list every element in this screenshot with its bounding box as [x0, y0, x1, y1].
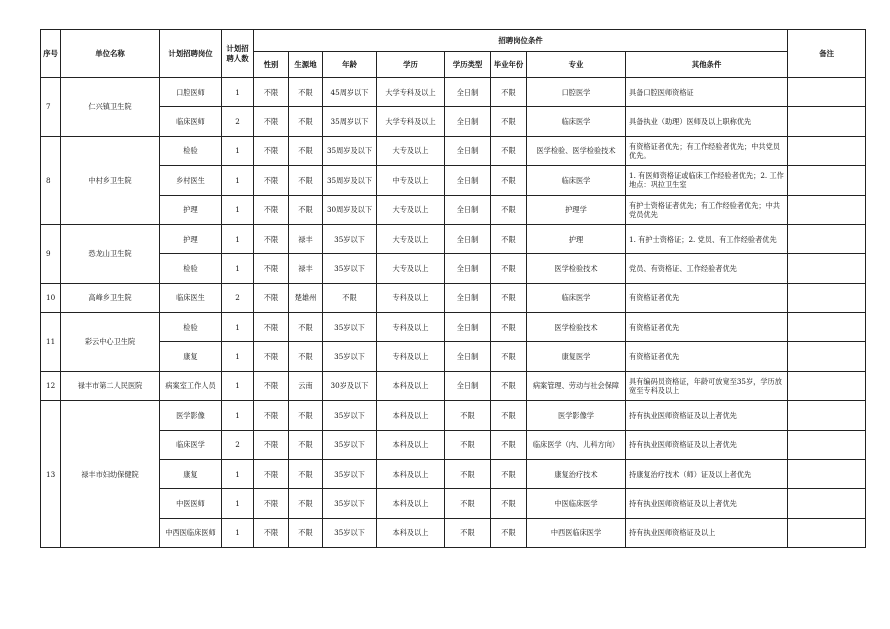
- origin-cell: 不限: [289, 459, 323, 488]
- education-cell: 中专及以上: [377, 166, 445, 195]
- post-cell: 乡村医生: [160, 166, 222, 195]
- other-cell: 有资格证者优先: [626, 283, 788, 312]
- education-cell: 大专及以上: [377, 136, 445, 165]
- grad-year-cell: 不限: [491, 224, 527, 253]
- edu-type-cell: 全日制: [445, 254, 491, 283]
- education-cell: 本科及以上: [377, 459, 445, 488]
- education-cell: 专科及以上: [377, 313, 445, 342]
- table-row: [41, 430, 866, 459]
- count-cell: 1: [222, 195, 254, 224]
- remark-cell: [788, 136, 866, 165]
- other-cell: 具备口腔医师资格证: [626, 78, 788, 107]
- origin-cell: 禄丰: [289, 254, 323, 283]
- header-post: 计划招聘岗位: [160, 30, 222, 78]
- header-row-1: [41, 30, 866, 52]
- remark-cell: [788, 430, 866, 459]
- seq-cell: 7: [41, 78, 61, 137]
- unit-cell: 禄丰市第二人民医院: [61, 371, 160, 400]
- grad-year-cell: 不限: [491, 283, 527, 312]
- other-cell: 持有执业医师资格证及以上者优先: [626, 430, 788, 459]
- other-cell: 有资格证者优先: [626, 342, 788, 371]
- major-cell: 医学检验技术: [527, 254, 626, 283]
- unit-cell: 禄丰市妇幼保健院: [61, 401, 160, 548]
- table-row: [41, 224, 866, 253]
- other-cell: 党员、有资格证、工作经验者优先: [626, 254, 788, 283]
- edu-type-cell: 全日制: [445, 136, 491, 165]
- post-cell: 医学影像: [160, 401, 222, 430]
- origin-cell: 不限: [289, 78, 323, 107]
- education-cell: 本科及以上: [377, 489, 445, 518]
- table-row: [41, 401, 866, 430]
- post-cell: 临床医生: [160, 283, 222, 312]
- seq-cell: 9: [41, 224, 61, 283]
- major-cell: 临床医学（内、儿科方向）: [527, 430, 626, 459]
- education-cell: 本科及以上: [377, 371, 445, 400]
- table-body: [41, 78, 866, 548]
- gender-cell: 不限: [254, 283, 289, 312]
- education-cell: 本科及以上: [377, 401, 445, 430]
- remark-cell: [788, 459, 866, 488]
- other-cell: 持康复治疗技术（师）证及以上者优先: [626, 459, 788, 488]
- age-cell: 35岁以下: [323, 430, 377, 459]
- header-gender: 性别: [254, 52, 289, 78]
- count-cell: 2: [222, 430, 254, 459]
- edu-type-cell: 不限: [445, 518, 491, 547]
- header-count: 计划招聘人数: [222, 30, 254, 78]
- age-cell: 35岁以下: [323, 342, 377, 371]
- remark-cell: [788, 401, 866, 430]
- seq-cell: 12: [41, 371, 61, 400]
- header-seq: 序号: [41, 30, 61, 78]
- gender-cell: 不限: [254, 136, 289, 165]
- origin-cell: 不限: [289, 107, 323, 136]
- count-cell: 1: [222, 78, 254, 107]
- origin-cell: 不限: [289, 166, 323, 195]
- remark-cell: [788, 518, 866, 547]
- other-cell: 有护士资格证者优先；有工作经验者优先；中共党员优先: [626, 195, 788, 224]
- age-cell: 35周岁及以下: [323, 136, 377, 165]
- age-cell: 35岁以下: [323, 313, 377, 342]
- table-row: [41, 254, 866, 283]
- grad-year-cell: 不限: [491, 166, 527, 195]
- edu-type-cell: 不限: [445, 459, 491, 488]
- header-unit: 单位名称: [61, 30, 160, 78]
- post-cell: 康复: [160, 342, 222, 371]
- major-cell: 口腔医学: [527, 78, 626, 107]
- major-cell: 临床医学: [527, 107, 626, 136]
- origin-cell: 不限: [289, 430, 323, 459]
- edu-type-cell: 全日制: [445, 166, 491, 195]
- unit-cell: 彩云中心卫生院: [61, 313, 160, 372]
- header-origin: 生源地: [289, 52, 323, 78]
- grad-year-cell: 不限: [491, 518, 527, 547]
- edu-type-cell: 全日制: [445, 78, 491, 107]
- grad-year-cell: 不限: [491, 313, 527, 342]
- gender-cell: 不限: [254, 313, 289, 342]
- edu-type-cell: 不限: [445, 489, 491, 518]
- grad-year-cell: 不限: [491, 401, 527, 430]
- gender-cell: 不限: [254, 518, 289, 547]
- count-cell: 1: [222, 313, 254, 342]
- major-cell: 医学检验、医学检验技术: [527, 136, 626, 165]
- post-cell: 检验: [160, 313, 222, 342]
- major-cell: 医学检验技术: [527, 313, 626, 342]
- table-row: [41, 195, 866, 224]
- remark-cell: [788, 313, 866, 342]
- count-cell: 1: [222, 166, 254, 195]
- major-cell: 康复治疗技术: [527, 459, 626, 488]
- edu-type-cell: 全日制: [445, 224, 491, 253]
- header-age: 年龄: [323, 52, 377, 78]
- seq-cell: 10: [41, 283, 61, 312]
- edu-type-cell: 全日制: [445, 107, 491, 136]
- edu-type-cell: 全日制: [445, 342, 491, 371]
- grad-year-cell: 不限: [491, 107, 527, 136]
- count-cell: 1: [222, 489, 254, 518]
- age-cell: 35岁以下: [323, 489, 377, 518]
- remark-cell: [788, 254, 866, 283]
- table-row: [41, 78, 866, 107]
- major-cell: 病案管理、劳动与社会保障: [527, 371, 626, 400]
- table-row: [41, 313, 866, 342]
- edu-type-cell: 不限: [445, 401, 491, 430]
- post-cell: 口腔医师: [160, 78, 222, 107]
- count-cell: 1: [222, 254, 254, 283]
- major-cell: 中西医临床医学: [527, 518, 626, 547]
- grad-year-cell: 不限: [491, 459, 527, 488]
- origin-cell: 禄丰: [289, 224, 323, 253]
- grad-year-cell: 不限: [491, 195, 527, 224]
- gender-cell: 不限: [254, 489, 289, 518]
- header-edu-type: 学历类型: [445, 52, 491, 78]
- unit-cell: 中村乡卫生院: [61, 136, 160, 224]
- seq-cell: 13: [41, 401, 61, 548]
- origin-cell: 不限: [289, 518, 323, 547]
- origin-cell: 不限: [289, 489, 323, 518]
- table-row: [41, 136, 866, 165]
- post-cell: 临床医学: [160, 430, 222, 459]
- age-cell: 45周岁以下: [323, 78, 377, 107]
- education-cell: 专科及以上: [377, 283, 445, 312]
- grad-year-cell: 不限: [491, 430, 527, 459]
- count-cell: 2: [222, 107, 254, 136]
- age-cell: 30周岁及以下: [323, 195, 377, 224]
- count-cell: 1: [222, 136, 254, 165]
- header-conditions: 招聘岗位条件: [254, 30, 788, 52]
- edu-type-cell: 不限: [445, 430, 491, 459]
- origin-cell: 楚雄州: [289, 283, 323, 312]
- count-cell: 1: [222, 224, 254, 253]
- education-cell: 专科及以上: [377, 342, 445, 371]
- grad-year-cell: 不限: [491, 136, 527, 165]
- unit-cell: 恐龙山卫生院: [61, 224, 160, 283]
- post-cell: 康复: [160, 459, 222, 488]
- origin-cell: 不限: [289, 401, 323, 430]
- education-cell: 本科及以上: [377, 430, 445, 459]
- origin-cell: 云南: [289, 371, 323, 400]
- header-other: 其他条件: [626, 52, 788, 78]
- other-cell: 有资格证者优先；有工作经验者优先；中共党员优先。: [626, 136, 788, 165]
- major-cell: 临床医学: [527, 166, 626, 195]
- recruitment-table: [40, 29, 866, 548]
- remark-cell: [788, 224, 866, 253]
- gender-cell: 不限: [254, 459, 289, 488]
- origin-cell: 不限: [289, 313, 323, 342]
- other-cell: 持有执业医师资格证及以上: [626, 518, 788, 547]
- seq-cell: 11: [41, 313, 61, 372]
- edu-type-cell: 全日制: [445, 313, 491, 342]
- remark-cell: [788, 166, 866, 195]
- count-cell: 1: [222, 401, 254, 430]
- major-cell: 护理学: [527, 195, 626, 224]
- education-cell: 大学专科及以上: [377, 107, 445, 136]
- major-cell: 护理: [527, 224, 626, 253]
- age-cell: 35周岁及以下: [323, 166, 377, 195]
- gender-cell: 不限: [254, 166, 289, 195]
- age-cell: 35岁以下: [323, 224, 377, 253]
- grad-year-cell: 不限: [491, 371, 527, 400]
- age-cell: 30岁及以下: [323, 371, 377, 400]
- post-cell: 护理: [160, 224, 222, 253]
- count-cell: 1: [222, 371, 254, 400]
- grad-year-cell: 不限: [491, 342, 527, 371]
- age-cell: 35岁以下: [323, 459, 377, 488]
- remark-cell: [788, 195, 866, 224]
- gender-cell: 不限: [254, 342, 289, 371]
- edu-type-cell: 全日制: [445, 283, 491, 312]
- header-education: 学历: [377, 52, 445, 78]
- post-cell: 检验: [160, 136, 222, 165]
- count-cell: 1: [222, 459, 254, 488]
- education-cell: 本科及以上: [377, 518, 445, 547]
- age-cell: 35周岁以下: [323, 107, 377, 136]
- table-row: [41, 371, 866, 400]
- gender-cell: 不限: [254, 430, 289, 459]
- remark-cell: [788, 78, 866, 107]
- remark-cell: [788, 107, 866, 136]
- unit-cell: 仁兴镇卫生院: [61, 78, 160, 137]
- header-major: 专业: [527, 52, 626, 78]
- table-row: [41, 518, 866, 547]
- post-cell: 护理: [160, 195, 222, 224]
- education-cell: 大专及以上: [377, 254, 445, 283]
- post-cell: 中西医临床医师: [160, 518, 222, 547]
- origin-cell: 不限: [289, 342, 323, 371]
- seq-cell: 8: [41, 136, 61, 224]
- count-cell: 1: [222, 342, 254, 371]
- gender-cell: 不限: [254, 195, 289, 224]
- edu-type-cell: 全日制: [445, 371, 491, 400]
- table-row: [41, 342, 866, 371]
- remark-cell: [788, 342, 866, 371]
- education-cell: 大学专科及以上: [377, 78, 445, 107]
- major-cell: 医学影像学: [527, 401, 626, 430]
- header-remark: 备注: [788, 30, 866, 78]
- gender-cell: 不限: [254, 254, 289, 283]
- other-cell: 具备执业（助理）医师及以上职称优先: [626, 107, 788, 136]
- age-cell: 不限: [323, 283, 377, 312]
- grad-year-cell: 不限: [491, 78, 527, 107]
- remark-cell: [788, 371, 866, 400]
- count-cell: 2: [222, 283, 254, 312]
- gender-cell: 不限: [254, 78, 289, 107]
- table-row: [41, 283, 866, 312]
- gender-cell: 不限: [254, 371, 289, 400]
- gender-cell: 不限: [254, 401, 289, 430]
- table-row: [41, 489, 866, 518]
- major-cell: 康复医学: [527, 342, 626, 371]
- count-cell: 1: [222, 518, 254, 547]
- major-cell: 中医临床医学: [527, 489, 626, 518]
- remark-cell: [788, 283, 866, 312]
- post-cell: 检验: [160, 254, 222, 283]
- post-cell: 病案室工作人员: [160, 371, 222, 400]
- major-cell: 临床医学: [527, 283, 626, 312]
- other-cell: 持有执业医师资格证及以上者优先: [626, 489, 788, 518]
- other-cell: 持有执业医师资格证及以上者优先: [626, 401, 788, 430]
- other-cell: 1. 有医师资格证或临床工作经验者优先；2. 工作地点：巩拉卫生室: [626, 166, 788, 195]
- table-row: [41, 166, 866, 195]
- age-cell: 35岁以下: [323, 401, 377, 430]
- post-cell: 中医医师: [160, 489, 222, 518]
- education-cell: 大专及以上: [377, 195, 445, 224]
- other-cell: 有资格证者优先: [626, 313, 788, 342]
- edu-type-cell: 全日制: [445, 195, 491, 224]
- age-cell: 35岁以下: [323, 254, 377, 283]
- header-grad-year: 毕业年份: [491, 52, 527, 78]
- other-cell: 1. 有护士资格证；2. 党员、有工作经验者优先: [626, 224, 788, 253]
- table-row: [41, 107, 866, 136]
- grad-year-cell: 不限: [491, 489, 527, 518]
- table-row: [41, 459, 866, 488]
- post-cell: 临床医师: [160, 107, 222, 136]
- gender-cell: 不限: [254, 224, 289, 253]
- origin-cell: 不限: [289, 136, 323, 165]
- gender-cell: 不限: [254, 107, 289, 136]
- origin-cell: 不限: [289, 195, 323, 224]
- grad-year-cell: 不限: [491, 254, 527, 283]
- age-cell: 35岁以下: [323, 518, 377, 547]
- education-cell: 大专及以上: [377, 224, 445, 253]
- unit-cell: 高峰乡卫生院: [61, 283, 160, 312]
- remark-cell: [788, 489, 866, 518]
- other-cell: 具有编码员资格证，年龄可放宽至35岁，学历放宽至专科及以上: [626, 371, 788, 400]
